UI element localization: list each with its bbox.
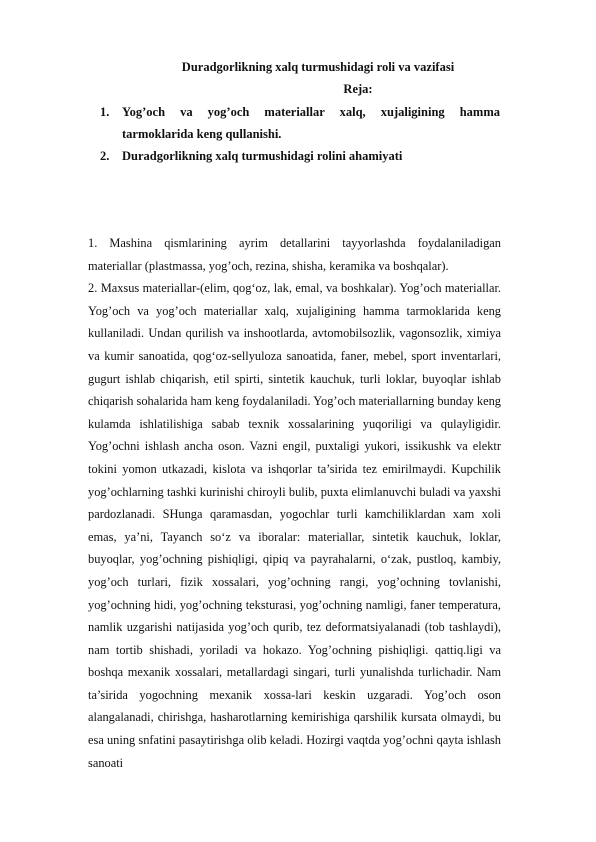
plan-item-text: Yog’och va yog’och materiallar xalq, xujaligining hamma tarmoklarida keng qullanishi. [122,105,500,141]
plan-item-number: 1. [100,105,110,119]
document-title: Duradgorlikning xalq turmushidagi roli va vazifasi [181,60,455,74]
plan-label: Reja: [343,82,373,96]
paragraph-1: 1. Mashina qismlarining ayrim detallarini tayyorlashda foydalaniladigan materiallar (plastmassa, yog’och, rezina, shisha, keramika va boshqalar). [88,236,501,273]
plan-item [100,101,500,145]
plan-list [100,101,500,167]
plan-item-text: Duradgorlikning xalq turmushidagi rolini ahamiyati [122,149,403,163]
body-text [88,232,501,774]
plan-item-number: 2. [100,149,110,163]
paragraph-2: 2. Maxsus materiallar-(elim, qog‘oz, lak, emal, va boshkalar). Yog’och materiallar. Yog’och va yog’och materiallar xalq, xujaligining hamma tarmoklarida keng kullaniladi. Undan qurilish va inshootlarda, avtomobilsozlik, vagonsozlik, ximiya va kumir sanoatida, qog‘oz-sellyuloza sanoatida, faner, mebel, sport inventarlari, gugurt ishlab chiqarish, etil spirti, sintetik kauchuk, turli loklar, buyoqlar ishlab chiqarish sohalarida ham keng foydalaniladi. Yog’och materiallarning bunday keng kulamda ishlatilishiga sabab texnik xossalarining yuqoriligi va qulayligidir. Yog’ochni ishlash ancha oson. Vazni engil, puxtaligi yukori, issikushk va elektr tokini yomon utkazadi, kislota va ishqorlar ta’sirida tez emirilmaydi. Kupchilik yog’ochlarning tashki kurinishi chiroyli bulib, puxta elimlanuvchi buladi va yaxshi pardozlanadi. SHunga qaramasdan, yogochlar turli kamchiliklardan xam xoli emas, ya’ni, Tayanch so‘z va iboralar: materiallar, sintetik kauchuk, loklar, buyoqlar, yog’ochning pishiqligi, qipiq va payrahalarni, o‘zak, pustloq, kambiy, yog’och turlari, fizik xossalari, yog’ochning rangi, yog’ochning tovlanishi, yog’ochning hidi, yog’ochning teksturasi, yog’ochning namligi, faner temperatura, namlik uzgarishi natijasida yog’och qurib, tez deformatsiyalanadi (tob tashlaydi), nam tortib shishadi, yoriladi va hokazo. Yog’ochning pishiqligi. qattiq.ligi va boshqa mexanik xossalari, metallardagi singari, turli yunalishda turlichadir. Nam ta’sirida yogochning mexanik xossa-lari keskin uzgaradi. Yog’och oson alangalanadi, chirishga, hasharotlarning kemirishiga qarshilik kursata olmaydi, bu esa uning snfatini pasaytirishga olib keladi. Hozirgi vaqtda yog’ochni qayta ishlash sanoati [88,281,501,770]
plan-item [100,145,500,167]
